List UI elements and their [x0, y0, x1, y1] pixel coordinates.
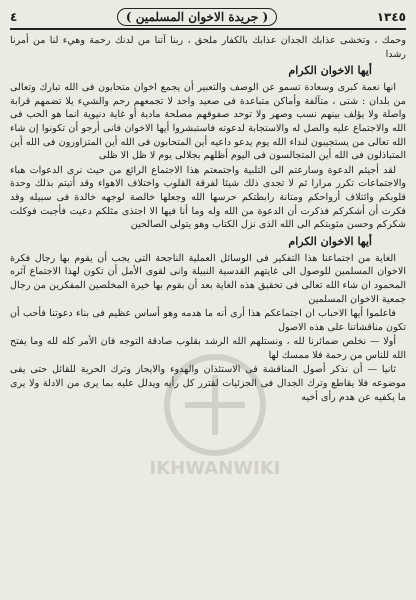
section-address: أيها الاخوان الكرام [288, 234, 372, 248]
publication-title: ( جريدة الاخوان المسلمين ) [117, 8, 277, 26]
paragraph: فاعلموا أيها الاحباب ان اجتماعكم هذا أرى أنه ما هدمه وهو أساس عظيم فى بناء دعوتنا فأحب أن تكون مناقشاتنا على هذه الاصول [10, 308, 406, 333]
issue-year: ١٣٤٥ [376, 10, 406, 24]
watermark-label: IKHWANWIKI [149, 458, 281, 479]
page-header [10, 6, 406, 30]
section-address: أيها الاخوان الكرام [288, 64, 372, 78]
opening-prayer: وحمك ، وتخشى عذابك الجدان عذابك بالكفار ملحق ، ربنا آتنا من لدنك رحمة وهيء لنا من أمرنا رشدا [10, 35, 406, 60]
paragraph: أولا — نخلص ضمائرنا لله ، ونستلهم الله الرشد بقلوب صادقة التوجه فان الأمر كله لله وما يفتح الله للناس من رحمة فلا ممسك لها [10, 336, 406, 361]
paragraph: لقد أجيئم الدعوة وسارعتم الى التلبية واجتمعتم هذا الاجتماع الرائع من حيث نرى الدعوات هباء والاجتماعات تكرر مرارا ثم لا تجدى ذلك شيئا لفرقة القلوب واختلاف الاهواء وقد أتيتم بذلك وحدة قلوبكم وائتلاف أرواحكم ومتانة رابطتكم حرسها الله وجعلها خالصة لوجهه خالدة فى سبيله وقد فكرت أن أشكركم فذكرت أن الدعوة من الله وله وما أنا فيها الا اجتذى مثلكم دعيت فأجبت فوكلت شكركم وحسن مثوبتكم الى الله الذى نزل الكتاب وهو يتولى الصالحين [10, 164, 406, 231]
article-body [10, 34, 406, 404]
page-number: ٤ [10, 10, 18, 24]
paragraph: انها نعمة كبرى وسعادة تسمو عن الوصف والتعبير أن يجمع اخوان متحابون فى الله تبارك وتعالى من بلدان : شتى ، متآلفة وأماكن متباعدة فى صعيد واحد لا تجمعهم رحم والشيء يلا تضمهم قرابة واصلة ولا يؤلف بينهم نسب وصهر ولا توحد صفوفهم مصلحة مادية أو غاية دنيوية انما هو الحب فى الله والاجتماع عليه والصل له والاستجابة لدعوته فاستبشروا أيها الاخوان فانى أرجو أن تكونوا إن شاء الله تعالى من يستجيبون لنداء الله يوم يدعو داعيه أين المتحابون فى الله أين المتزاورون فى الله أين المتباذلون فى الله أين المتجالسون فى اليوم أظلهم بجلالى يوم لا ظل الا ظلى [10, 82, 406, 162]
paragraph: الغاية من اجتماعنا هذا التفكير فى الوسائل العملية الناجحة التى يجب أن يقوم بها رجال فكرة الاخوان المسلمين للوصول الى غايتهم القدسية النبيلة وانى لقوى الأمل أن تكون لهذا الاجتماع آثره المحمود ان شاء الله تعالى فى تحقيق هذه الغاية بعد أن بقوم بها خيرة المخلصين المفكرين من رجال جمعية الاخوان المسلمين [10, 252, 406, 305]
paragraph: ثانيا — أن نذكر أصول المناقشة فى الاستئذان والهدوء والايجاز وترك الحرية للقائل حتى يفى موضوعه فلا يقاطع وترك الجدال فى الجزئيات لقترر كل رأيه ويدلل عليه بما يرى من الادلة ولا يرى ما يكفيه عن هدم رأى أخيه [10, 364, 406, 403]
